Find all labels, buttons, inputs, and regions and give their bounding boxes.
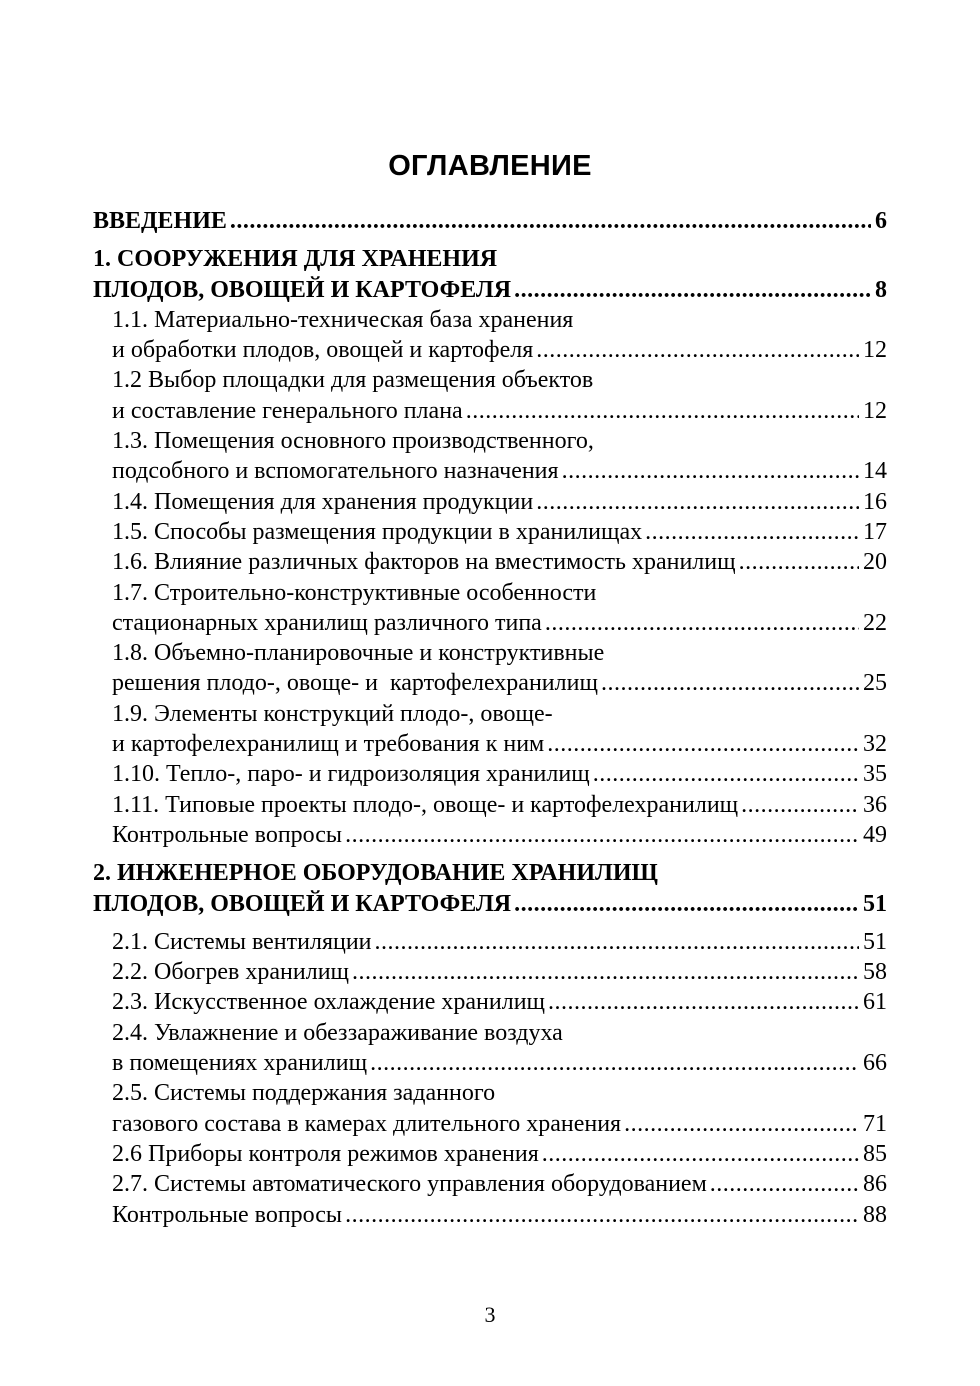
toc-page-number: 36 [863,791,887,818]
toc-entry-text: 1.2 Выбор площадки для размещения объектов [112,367,594,394]
toc-entry-2-4[interactable] [93,1018,887,1079]
toc-page-number: 16 [863,488,887,515]
toc-entry-2-2[interactable] [93,957,887,987]
toc-page-number: 58 [863,959,887,986]
table-of-contents [93,206,887,1230]
toc-page-number: 22 [863,609,887,636]
toc-entry-text: 1. СООРУЖЕНИЯ ДЛЯ ХРАНЕНИЯ [93,246,498,273]
toc-entry-text: 1.3. Помещения основного производственного, [112,428,594,455]
toc-entry-text: 2.2. Обогрев хранилищ [112,959,350,986]
dot-leader [593,759,859,789]
toc-entry-1-9[interactable] [93,699,887,760]
toc-page-number: 49 [863,821,887,848]
toc-entry-text: газового состава в камерах длительного хранения [112,1110,622,1137]
toc-entry-text: 2.7. Системы автоматического управления оборудованием [112,1171,707,1198]
toc-entry-text: 2.3. Искусственное охлаждение хранилищ [112,989,546,1016]
page-title: ОГЛАВЛЕНИЕ [388,150,592,182]
toc-entry-text: Контрольные вопросы [112,1201,343,1228]
toc-entry-text: 2.6 Приборы контроля режимов хранения [112,1140,539,1167]
toc-entry-text: ВВЕДЕНИЕ [93,208,227,234]
toc-page-number: 8 [875,276,887,303]
dot-leader [562,456,859,486]
toc-entry-text: 1.11. Типовые проекты плодо-, овоще- и картофелехранилищ [112,791,739,818]
toc-entry-text: 1.7. Строительно-конструктивные особенности [112,579,597,606]
dot-leader [548,987,859,1017]
toc-page-number: 51 [863,890,887,917]
dot-leader [370,1048,859,1078]
toc-entry-text: 1.10. Тепло-, паро- и гидроизоляция хранилищ [112,761,590,788]
toc-entry-text: Контрольные вопросы [112,821,343,848]
dot-leader [542,1139,859,1169]
toc-entry-2-6[interactable] [93,1139,887,1169]
toc-page-number: 66 [863,1050,887,1077]
toc-page-number: 61 [863,989,887,1016]
toc-entry-text: 1.1. Материально-техническая база хранения [112,306,574,333]
toc-page-number: 12 [863,337,887,364]
dot-leader [645,517,859,547]
toc-page-number: 25 [863,670,887,697]
dot-leader [547,729,859,759]
toc-entry-1-8[interactable] [93,638,887,699]
toc-entry-text: 1.5. Способы размещения продукции в хранилищах [112,518,643,545]
toc-entry-text: 1.8. Объемно-планировочные и конструктивные [112,640,605,667]
toc-entry-chapter-2[interactable] [93,858,887,919]
dot-leader [741,790,859,820]
toc-page-number: 12 [863,397,887,424]
toc-entry-1-5[interactable] [93,517,887,547]
toc-entry-text: и составление генерального плана [112,397,463,424]
dot-leader [514,275,871,305]
toc-page-number: 51 [863,928,887,955]
toc-entry-2-1[interactable] [93,927,887,957]
toc-entry-text: стационарных хранилищ различного типа [112,609,542,636]
toc-entry-1-1[interactable] [93,305,887,366]
toc-page-number: 85 [863,1140,887,1167]
toc-entry-text: в помещениях хранилищ [112,1050,368,1077]
toc-entry-introduction[interactable] [93,206,887,236]
toc-entry-2-3[interactable] [93,987,887,1017]
dot-leader [345,820,859,850]
toc-entry-text: и картофелехранилищ и требования к ним [112,731,545,758]
dot-leader [710,1169,859,1199]
toc-entry-text: 2.5. Системы поддержания заданного [112,1080,496,1107]
toc-entry-text: и обработки плодов, овощей и картофеля [112,337,534,364]
dot-leader [466,396,859,426]
toc-entry-1-3[interactable] [93,426,887,487]
dot-leader [352,957,859,987]
toc-page-number: 32 [863,731,887,758]
toc-entry-1-7[interactable] [93,578,887,639]
toc-entry-text: 1.9. Элементы конструкций плодо-, овоще- [112,700,553,727]
dot-leader [230,206,871,236]
toc-entry-review-questions-1[interactable] [93,820,887,850]
toc-entry-2-5[interactable] [93,1078,887,1139]
toc-entry-chapter-1[interactable] [93,244,887,305]
dot-leader [601,668,859,698]
toc-page-number: 86 [863,1171,887,1198]
toc-page-number: 17 [863,518,887,545]
toc-entry-text: ПЛОДОВ, ОВОЩЕЙ И КАРТОФЕЛЯ [93,890,512,917]
toc-entry-text: 2.4. Увлажнение и обеззараживание воздуха [112,1019,563,1046]
toc-page-number: 6 [875,208,887,234]
toc-entry-text: 2. ИНЖЕНЕРНОЕ ОБОРУДОВАНИЕ ХРАНИЛИЩ [93,860,658,887]
dot-leader [536,487,859,517]
toc-page-number: 35 [863,761,887,788]
toc-entry-text: подсобного и вспомогательного назначения [112,458,559,485]
toc-page-number: 71 [863,1110,887,1137]
toc-entry-1-4[interactable] [93,487,887,517]
toc-page-number: 20 [863,549,887,576]
toc-page-number: 88 [863,1201,887,1228]
dot-leader [536,335,859,365]
page-number: 3 [484,1302,496,1327]
dot-leader [514,889,859,919]
dot-leader [375,927,859,957]
toc-entry-text: ПЛОДОВ, ОВОЩЕЙ И КАРТОФЕЛЯ [93,276,512,303]
toc-entry-text: решения плодо-, овоще- и картофелехранилищ [112,670,598,697]
dot-leader [545,608,859,638]
toc-entry-text: 1.4. Помещения для хранения продукции [112,488,534,515]
toc-entry-2-7[interactable] [93,1169,887,1199]
toc-page-number: 14 [863,458,887,485]
dot-leader [345,1200,859,1230]
dot-leader [624,1109,859,1139]
toc-entry-1-2[interactable] [93,365,887,426]
toc-entry-text: 1.6. Влияние различных факторов на вместимость хранилищ [112,549,736,576]
dot-leader [739,547,859,577]
toc-entry-1-6[interactable] [93,547,887,577]
toc-entry-1-10[interactable] [93,759,887,789]
toc-entry-1-11[interactable] [93,790,887,820]
toc-entry-review-questions-2[interactable] [93,1200,887,1230]
toc-entry-text: 2.1. Системы вентиляции [112,928,372,955]
